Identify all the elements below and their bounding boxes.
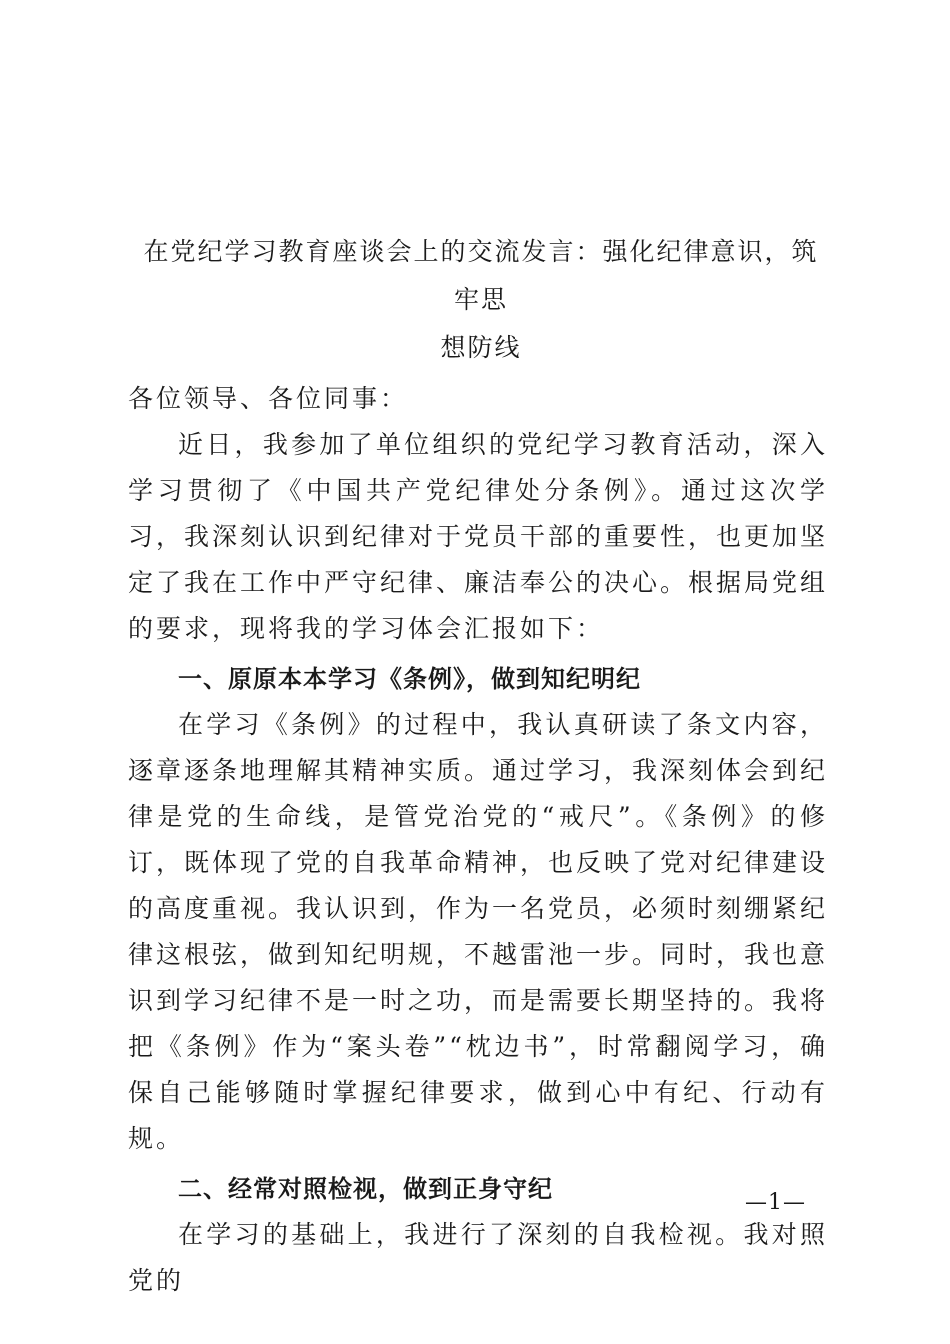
section-2-paragraph: 在学习的基础上，我进行了深刻的自我检视。我对照党的: [128, 1220, 828, 1295]
intro-paragraph: 近日，我参加了单位组织的党纪学习教育活动，深入学习贯彻了《中国共产党纪律处分条例》。通过这次学习，我深刻认识到纪律对于党员干部的重要性，也更加坚定了我在工作中严守纪律、廉洁奉公的决心。根据局党组的要求，现将我的学习体会汇报如下：: [128, 430, 829, 643]
title-line-1: 在党纪学习教育座谈会上的交流发言：强化纪律意识，筑牢思: [143, 237, 819, 314]
section-1-heading: 一、原原本本学习《条例》，做到知纪明纪: [178, 665, 641, 693]
document-title: [136, 228, 826, 372]
document-body: [128, 228, 828, 1304]
section-2-heading: 二、经常对照检视，做到正身守纪: [178, 1175, 553, 1203]
salutation: 各位领导、各位同事：: [128, 384, 409, 413]
section-1-paragraph: 在学习《条例》的过程中，我认真研读了条文内容，逐章逐条地理解其精神实质。通过学习，我深刻体会到纪律是党的生命线，是管党治党的“戒尺”。《条例》的修订，既体现了党的自我革命精神，也反映了党对纪律建设的高度重视。我认识到，作为一名党员，必须时刻绷紧纪律这根弦，做到知纪明规，不越雷池一步。同时，我也意识到学习纪律不是一时之功，而是需要长期坚持的。我将把《条例》作为“案头卷”“枕边书”，时常翻阅学习，确保自己能够随时掌握纪律要求，做到心中有纪、行动有规。: [128, 710, 829, 1153]
page-footer: [0, 1190, 950, 1220]
page-number: —1—: [745, 1190, 806, 1215]
title-line-2: 想防线: [440, 333, 522, 362]
